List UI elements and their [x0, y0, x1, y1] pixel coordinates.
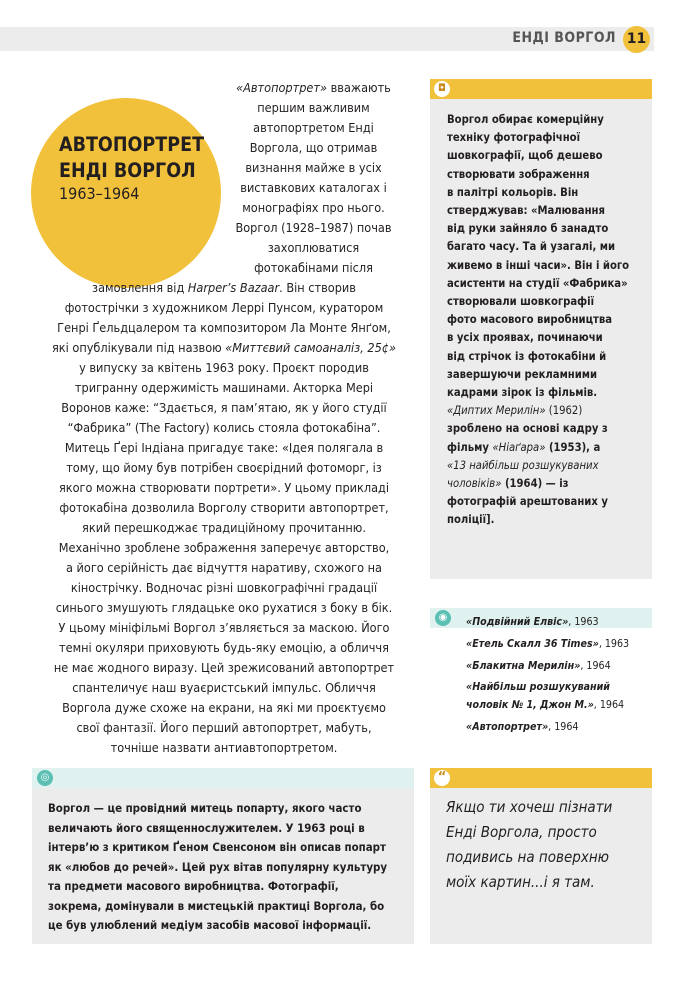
- text-line: створювали шовкографії: [447, 295, 595, 309]
- text-line: фотокабінами після: [254, 260, 373, 275]
- work-year: , 1964: [548, 720, 579, 733]
- text-line: в усіх проявах, починаючи: [447, 331, 603, 345]
- text-line: [466, 658, 629, 676]
- artwork-title: «Ніаґара»: [492, 440, 546, 454]
- work-title: чоловік № 1, Джон М.»: [466, 699, 594, 712]
- text-line: спантеличує наш вуаєристський імпульс. Обличчя: [72, 680, 376, 695]
- text-line: [447, 475, 629, 493]
- text-line: створювати зображення: [447, 167, 590, 181]
- work-title: «Найбільш розшукуваний: [466, 681, 610, 694]
- article-text-bottom: [28, 278, 420, 758]
- text-line: Воргол обирає комерційну: [447, 113, 604, 126]
- text-line: монографіях про нього.: [242, 200, 385, 215]
- text-line: поліції].: [447, 513, 495, 527]
- work-title: «Автопортрет»: [466, 720, 549, 733]
- camera-icon: ◘: [434, 81, 450, 97]
- text-line: Митець Ґері Індіана пригадує таке: «Ідея полягала в: [64, 440, 384, 455]
- text-line: визнання майже в усіх: [245, 160, 382, 175]
- text-line: шовкографії, щоб дешево: [447, 149, 603, 163]
- text-line: першим важливим: [257, 100, 370, 115]
- works-list-item: [466, 658, 629, 676]
- text-line: кінострічку. Водночас різні шовкографічні градації: [70, 580, 378, 595]
- text-line: Механічно зроблене зображення заперечує авторство,: [58, 540, 390, 555]
- text-line: у випуску за квітень 1963 року. Проєкт породив: [79, 360, 369, 375]
- text-line: захоплюватися: [267, 240, 360, 255]
- work-year: , 1964: [593, 699, 625, 712]
- feature-years: 1963–1964: [59, 184, 140, 203]
- feature-title-line: ЕНДІ ВОРГОЛ: [59, 159, 196, 182]
- bottom-box-text: [48, 799, 387, 936]
- text-line: стверджував: «Малювання: [447, 204, 605, 218]
- text-line: синього змушують глядацьке око рухатися з боку в бік.: [55, 600, 393, 615]
- text-line: від стрічок із фотокабіни й: [447, 349, 607, 363]
- work-year: , 1963: [598, 637, 630, 650]
- work-year: , 1964: [580, 659, 611, 672]
- text-line: кадрами зірок із фільмів.: [447, 386, 598, 400]
- text-line: [28, 338, 420, 358]
- works-list-item: [466, 614, 629, 632]
- text-line: темні окуляри приховують будь-яку емоцію, а обличчя: [59, 640, 389, 655]
- text-line: багато часу. Та й узагалі, ми: [447, 240, 616, 254]
- text-fragment: які опублікували під назвою: [51, 340, 226, 355]
- bottom-box-header: [32, 768, 414, 788]
- text-line: завершуючи рекламними: [447, 367, 598, 381]
- work-title: «Подвійний Елвіс»: [466, 616, 569, 628]
- text-line: У цьому мініфільмі Воргол з’являється за маскою. Його: [58, 620, 390, 635]
- feature-title-line: АВТОПОРТРЕТ: [59, 133, 205, 156]
- works-list-item: [466, 636, 629, 654]
- article-text-top: [216, 78, 411, 278]
- text-line: [466, 636, 629, 654]
- text-line: виставкових каталогах і: [240, 180, 387, 195]
- text-line: Воргола, що отримав: [249, 140, 378, 155]
- text-line: та предмети масового виробництва. Фотографії,: [48, 879, 339, 893]
- text-line: живемо в інші часи». Він і його: [447, 258, 630, 272]
- quote-box-header: [430, 768, 652, 788]
- text-line: величають його священнослужителем. У 1963 році в: [48, 820, 365, 835]
- text-line: точніше назвати антиавтопортретом.: [110, 740, 338, 755]
- text-line: [466, 719, 629, 737]
- artwork-year: (1962): [545, 404, 583, 418]
- work-year: , 1963: [568, 616, 599, 628]
- text-line: Воронов каже: “Здається, я пам’ятаю, як у його студії: [61, 400, 387, 415]
- technique-text: [447, 111, 629, 530]
- text-fragment: (1964) — із: [501, 477, 569, 491]
- text-line: «Автопортрет» вважають: [236, 80, 391, 95]
- feature-title: [59, 132, 204, 184]
- page-number: 11: [623, 26, 650, 53]
- text-line: який перешкоджає традиційному прочитанню.: [82, 520, 366, 535]
- works-list-item: [466, 719, 629, 737]
- text-line: тригранну одержимість машинами. Акторка Мері: [74, 380, 374, 395]
- text-fragment: . Він створив: [279, 280, 356, 295]
- quote-text: [446, 795, 612, 895]
- text-line: [466, 614, 629, 632]
- text-fragment: (1953), а: [545, 440, 601, 454]
- text-line: Генрі Ґельдцалером та композитором Ла Монте Янґом,: [57, 320, 391, 335]
- text-line: фотокабіна дозволила Ворголу створити автопортрет,: [59, 500, 389, 515]
- artwork-title: «Диптих Мерилін»: [447, 404, 546, 418]
- works-list: [466, 614, 629, 741]
- eye-icon: ◉: [435, 610, 451, 626]
- quote-line: Якщо ти хочеш пізнати: [446, 798, 613, 816]
- work-title: «Блакитна Мерилін»: [466, 659, 581, 672]
- target-icon: ◎: [37, 770, 53, 786]
- text-line: якого можна створювати портрети». У цьому прикладі: [58, 480, 390, 495]
- text-fragment: «Миттєвий самоаналіз, 25¢»: [225, 340, 397, 355]
- text-line: Воргола дуже схоже на екрани, на які ми проєктуємо: [62, 700, 386, 715]
- text-line: свої фантазії. Його перший автопортрет, мабуть,: [76, 720, 372, 735]
- text-line: фото масового виробництва: [447, 313, 613, 327]
- quote-line: моїх картин...і я там.: [446, 873, 595, 891]
- text-fragment: замовлення від: [92, 280, 188, 295]
- text-line: автопортретом Енді: [253, 120, 374, 135]
- text-line: інтерв’ю з критиком Ґеном Свенсоном він описав попарт: [48, 840, 386, 854]
- text-line: [447, 402, 629, 420]
- text-line: фотострічки з художником Леррі Пунсом, куратором: [64, 300, 384, 315]
- works-list-item: [466, 679, 629, 715]
- text-line: [466, 697, 629, 715]
- text-line: зокрема, домінували в мистецькій практиці Воргола, бо: [48, 898, 385, 913]
- text-line: Воргол (1928–1987) почав: [235, 220, 392, 235]
- quote-line: Енді Воргола, просто: [446, 823, 597, 841]
- text-line: Воргол — це провідний митець попарту, якого часто: [48, 801, 362, 815]
- work-title: «Етель Скалл 36 Times»: [466, 637, 599, 650]
- text-line: а його серійність дає відчуття наративу, схожого на: [66, 560, 382, 575]
- text-line: як «любов до речей». Цей рух вітав популярну культуру: [48, 859, 388, 874]
- text-line: фотографій арештованих у: [447, 495, 608, 509]
- text-line: в палітрі кольорів. Він: [447, 185, 579, 199]
- text-line: це був улюблений медіум засобів масової інформації.: [48, 918, 372, 932]
- text-line: від руки зайняло б занадто: [447, 222, 609, 236]
- text-fragment: фільму: [447, 440, 493, 454]
- text-fragment: Harper’s Bazaar: [187, 280, 280, 295]
- text-line: [28, 278, 420, 298]
- text-line: тому, що йому був потрібен своєрідний фотоморг, із: [66, 460, 382, 475]
- quote-line: подивись на поверхню: [446, 848, 610, 866]
- artwork-title: «13 найбільш розшукуваних: [447, 458, 599, 472]
- text-line: техніку фотографічної: [447, 131, 581, 145]
- running-header: ЕНДІ ВОРГОЛ: [512, 30, 616, 46]
- text-line: зроблено на основі кадру з: [447, 422, 608, 436]
- quote-icon: “: [434, 770, 450, 786]
- technique-box-header: [430, 79, 652, 99]
- text-line: «Автопортрет»: [236, 80, 327, 95]
- text-line: [447, 439, 629, 457]
- text-line: асистенти на студії «Фабрика»: [447, 276, 628, 290]
- artwork-title: чоловіків»: [447, 477, 502, 491]
- text-line: “Фабрика” (The Factory) колись стояла фотокабіна”.: [67, 420, 381, 435]
- text-line: не має жодного виразу. Цей зрежисований автопортрет: [53, 660, 395, 675]
